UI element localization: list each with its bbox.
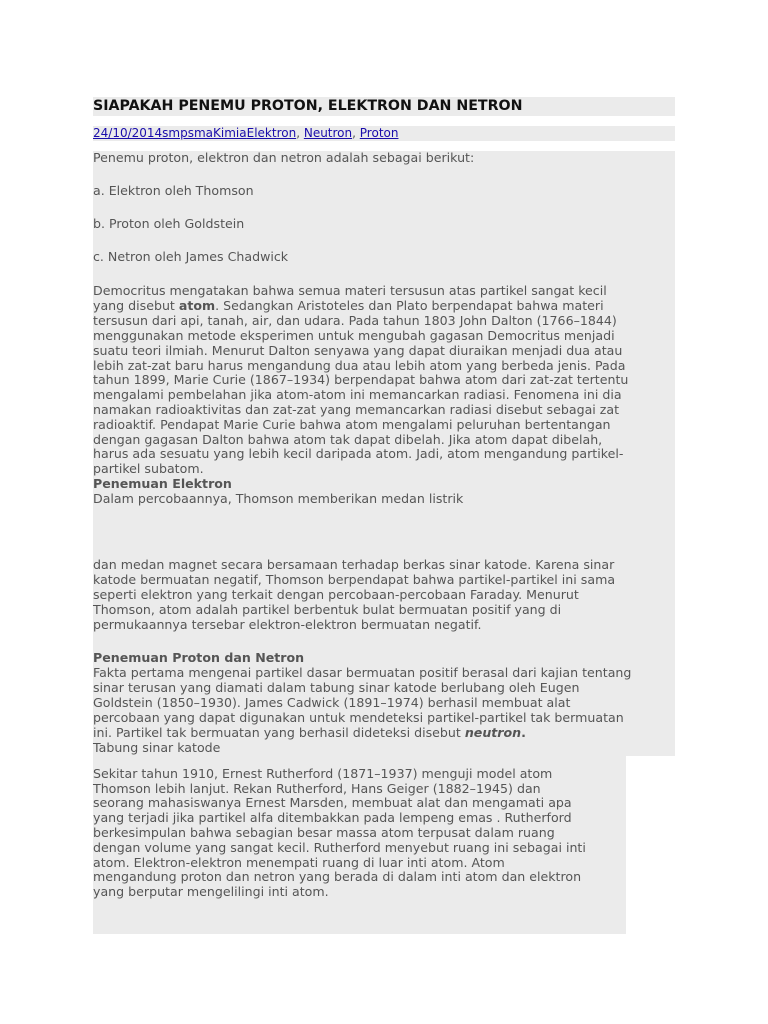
article-title: SIAPAKAH PENEMU PROTON, ELEKTRON DAN NETRON <box>93 98 523 114</box>
paragraph-line: dan medan magnet secara bersamaan terhadap berkas sinar katode. Karena sinar <box>93 557 615 572</box>
tag-link-elektron[interactable]: Elektron <box>246 126 297 140</box>
paragraph-line: dengan gagasan Dalton bahwa atom tak dapat dibelah. Jika atom dapat dibelah, <box>93 432 603 447</box>
paragraph-line: berkesimpulan bahwa sebagian besar massa atom terpusat dalam ruang <box>93 825 555 840</box>
paragraph-line: Thomson, atom adalah partikel berbentuk bulat bermuatan positif yang di <box>93 602 562 617</box>
paragraph-line: yang disebut atom. Sedangkan Aristoteles dan Plato berpendapat bahwa materi <box>93 298 604 313</box>
paragraph-line: mengandung proton dan netron yang berada di dalam inti atom dan elektron <box>93 869 582 884</box>
paragraph-line: Thomson lebih lanjut. Rekan Rutherford, Hans Geiger (1882–1945) dan <box>93 781 541 796</box>
paragraph-line: radioaktif. Pendapat Marie Curie bahwa atom mengalami peluruhan bertentangan <box>93 417 611 432</box>
paragraph-line: tersusun dari api, tanah, air, dan udara. Pada tahun 1803 John Dalton (1766–1844) <box>93 313 617 328</box>
author-link[interactable]: smpsma <box>162 126 214 140</box>
paragraph-line: yang berputar mengelilingi inti atom. <box>93 884 329 899</box>
paragraph-line: ini. Partikel tak bermuatan yang berhasil dideteksi disebut neutron. <box>93 725 526 740</box>
paragraph-line: yang terjadi jika partikel alfa ditembakkan pada lempeng emas . Rutherford <box>93 810 572 825</box>
paragraph-line: percobaan yang dapat digunakan untuk mendeteksi partikel-partikel tak bermuatan <box>93 710 624 725</box>
list-item: a. Elektron oleh Thomson <box>93 183 254 198</box>
intro-text: Penemu proton, elektron dan netron adalah sebagai berikut: <box>93 150 475 165</box>
tag-separator: , <box>296 126 304 140</box>
paragraph-line: Fakta pertama mengenai partikel dasar bermuatan positif berasal dari kajian tentang <box>93 665 632 680</box>
paragraph-line: namakan radioaktivitas dan zat-zat yang memancarkan radiasi disebut sebagai zat <box>93 402 620 417</box>
paragraph-line: atom. Elektron-elektron menempati ruang di luar inti atom. Atom <box>93 855 505 870</box>
list-item: c. Netron oleh James Chadwick <box>93 249 289 264</box>
paragraph-line: tahun 1899, Marie Curie (1867–1934) berpendapat bahwa atom dari zat-zat tertentu <box>93 372 629 387</box>
term-neutron: neutron <box>464 725 522 740</box>
paragraph-line: menggunakan metode eksperimen untuk mengubah gagasan Democritus menjadi <box>93 328 615 343</box>
paragraph-line: sinar terusan yang diamati dalam tabung sinar katode berlubang oleh Eugen <box>93 680 580 695</box>
title-bar <box>93 97 675 116</box>
paragraph-line: mengalami pembelahan jika atom-atom ini memancarkan radiasi. Fenomena ini dia <box>93 387 622 402</box>
paragraph-line: seperti elektron yang terkait dengan percobaan-percobaan Faraday. Menurut <box>93 587 579 602</box>
paragraph-line: Goldstein (1850–1930). James Cadwick (1891–1974) berhasil membuat alat <box>93 695 571 710</box>
tag-separator: , <box>352 126 360 140</box>
section-heading-elektron: Penemuan Elektron <box>93 476 232 491</box>
date-link[interactable]: 24/10/2014 <box>93 126 163 140</box>
paragraph-line: dengan volume yang sangat kecil. Rutherford menyebut ruang ini sebagai inti <box>93 840 586 855</box>
image-caption: Tabung sinar katode <box>93 740 221 755</box>
paragraph-line: Sekitar tahun 1910, Ernest Rutherford (1871–1937) menguji model atom <box>93 766 553 781</box>
paragraph-line: Dalam percobaannya, Thomson memberikan medan listrik <box>93 491 464 506</box>
paragraph-line: permukaannya tersebar elektron-elektron bermuatan negatif. <box>93 617 482 632</box>
article-meta <box>93 126 675 141</box>
category-link-kimia[interactable]: Kimia <box>213 126 247 140</box>
paragraph-line: Democritus mengatakan bahwa semua materi tersusun atas partikel sangat kecil <box>93 283 607 298</box>
list-item: b. Proton oleh Goldstein <box>93 216 245 231</box>
term-atom: atom <box>178 298 216 313</box>
section-heading-proton-netron: Penemuan Proton dan Netron <box>93 650 305 665</box>
paragraph-line: partikel subatom. <box>93 461 204 476</box>
tag-link-proton[interactable]: Proton <box>359 126 399 140</box>
tag-link-neutron[interactable]: Neutron <box>303 126 353 140</box>
paragraph-line: lebih zat-zat baru harus mengandung dua atau lebih atom yang berbeda jenis. Pada <box>93 358 626 373</box>
paragraph-line: katode bermuatan negatif, Thomson berpendapat bahwa partikel-partikel ini sama <box>93 572 616 587</box>
paragraph-line: suatu teori ilmiah. Menurut Dalton senyawa yang dapat diuraikan menjadi dua atau <box>93 343 623 358</box>
paragraph-line: harus ada sesuatu yang lebih kecil daripada atom. Jadi, atom mengandung partikel- <box>93 446 624 461</box>
paragraph-line: seorang mahasiswanya Ernest Marsden, membuat alat dan mengamati apa <box>93 795 572 810</box>
